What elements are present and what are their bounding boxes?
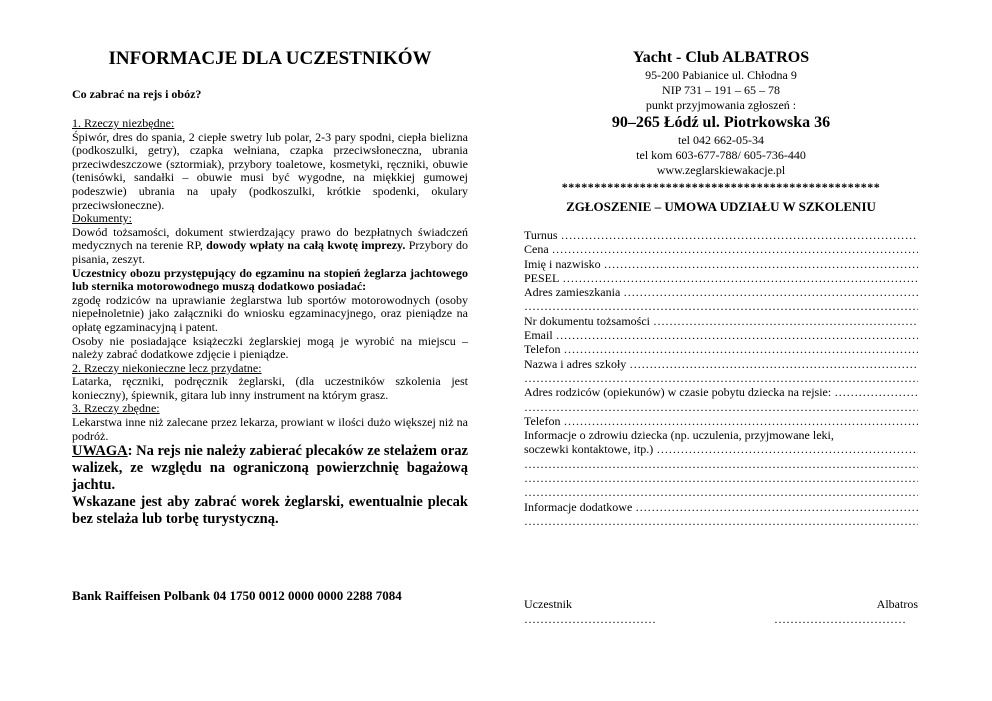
form-field-name[interactable]: Imię i nazwisko ………………………………………………………………………………………………………………………………………………… [524,257,918,271]
bank-account: Bank Raiffeisen Polbank 04 1750 0012 0000 0000 2288 7084 [72,588,402,603]
essentials-text: Śpiwór, dres do spania, 2 ciepłe swetry lub polar, 2-3 pary spodni, ciepła bielizna (podkoszulki, getry), czapka wełniana, czapka przeciwsłoneczna, ubrania przeciwdeszczowe (sztormiak), przybory toaletowe, kosmetyki, ręczniki, obuwie (tenisówki, sandałki – obuwie musi być wygodne, na miękkiej gumowej podeszwie) ubrania na upały (podkoszulki, krótkie spodenki, okulary przeciwsłoneczne). [72,129,468,212]
application-form [524,228,918,528]
application-point-label: punkt przyjmowania zgłoszeń : [645,98,797,112]
form-field-parents-address-cont[interactable] [524,400,918,414]
albatros-signature-label: Albatros [876,597,918,611]
form-title: ZGŁOSZENIE – UMOWA UDZIAŁU W SZKOLENIU [566,199,876,214]
useful-text: Latarka, ręczniki, podręcznik żeglarski, (dla uczestników szkolenia jest konieczny), śpiewnik, gitara lub inny instrument na którym grasz. [72,374,468,402]
form-field-health-cont-2[interactable] [524,471,918,485]
booklet-text: Osoby nie posiadające książeczki żeglarskiej mogą je wyrobić na miejscu – należy zabrać dodatkowe zdjęcie i pieniądze. [72,333,468,362]
advice-text: Wskazane jest aby zabrać worek żeglarski, ewentualnie plecak bez stelaża lub torbę turystyczną. [72,494,468,528]
star-divider: ************************************************* [561,180,881,194]
club-name: Yacht - Club ALBATROS [632,49,810,66]
form-field-school[interactable]: Nazwa i adres szkoły ………………………………………………………………………………………………………………………………………………… [524,357,918,371]
form-field-phone[interactable]: Telefon ………………………………………………………………………………………………………………………………………………… [524,342,918,356]
form-field-price[interactable]: Cena ………………………………………………………………………………………………………………………………………………… [524,242,918,256]
form-field-address-cont[interactable] [524,299,918,313]
form-field-additional-info-cont[interactable] [524,514,918,528]
documents-heading: Dokumenty: [72,211,132,226]
form-field-health-cont-3[interactable] [524,485,918,499]
form-field-turnus[interactable]: Turnus ………………………………………………………………………………………………………………………………………………… [524,228,918,242]
documents-text: Dowód tożsamości, dokument stwierdzający prawo do bezpłatnych świadczeń medycznych na terenie RP, dowody wpłaty na całą kwotę imprezy. Przybory do pisania, zeszyt. [72,224,468,266]
form-field-parents-address[interactable]: Adres rodziców (opiekunów) w czasie pobytu dziecka na rejsie: ………………………………………………………………………………………………………………………………………………… [524,385,918,399]
form-field-email[interactable]: Email ………………………………………………………………………………………………………………………………………………… [524,328,918,342]
application-point-address: 90–265 Łódź ul. Piotrkowska 36 [611,114,831,131]
participant-signature-line[interactable]: …………………………… [524,612,656,626]
section-heading-unneeded: 3. Rzeczy zbędne: [72,401,160,416]
form-field-additional-info[interactable]: Informacje dodatkowe ………………………………………………………………………………………………………………………………………………… [524,500,918,514]
exam-requirements-text: zgodę rodziców na uprawianie żeglarstwa lub sportów motorowodnych (osoby niepełnoletnie) jako załączniki do wniosku egzaminacyjnego, oraz pieniądze na opłatę egzaminacyjną i patent. [72,292,468,334]
club-phone: tel 042 662-05-34 [678,133,764,147]
participant-signature-label: Uczestnik [524,597,572,611]
signatures [524,597,918,627]
page-title: INFORMACJE DLA UCZESTNIKÓW [108,48,432,69]
form-field-parents-phone[interactable]: Telefon ………………………………………………………………………………………………………………………………………………… [524,414,918,428]
club-nip: NIP 731 – 191 – 65 – 78 [662,83,780,97]
form-field-health[interactable]: soczewki kontaktowe, itp.) ………………………………………………………………………………………………………………………………………………… [524,442,918,456]
form-field-id-number[interactable]: Nr dokumentu tożsamości ………………………………………………………………………………………………………………………………………………… [524,314,918,328]
club-address: 95-200 Pabianice ul. Chłodna 9 [645,68,797,82]
unneeded-text: Lekarstwa inne niż zalecane przez lekarza, prowiant w ilości dużo większej niż na podróż. [72,415,468,443]
club-website: www.zeglarskiewakacje.pl [656,163,786,177]
albatros-signature-line[interactable]: …………………………… [774,612,906,626]
form-field-address[interactable]: Adres zamieszkania ………………………………………………………………………………………………………………………………………………… [524,285,918,299]
section-heading-useful: 2. Rzeczy niekonieczne lecz przydatne: [72,360,262,375]
packing-info [72,117,468,528]
form-field-school-cont[interactable] [524,371,918,385]
form-field-health-cont-1[interactable] [524,457,918,471]
packing-question: Co zabrać na rejs i obóz? [72,87,202,101]
warning-text: UWAGA: Na rejs nie należy zabierać plecaków ze stelażem oraz walizek, ze względu na ograniczoną powierzchnię bagażową jachtu. [72,443,468,494]
club-mobile: tel kom 603-677-788/ 605-736-440 [636,148,806,162]
form-field-health-label: Informacje o zdrowiu dziecka (np. uczulenia, przyjmowane leki, [524,428,834,443]
club-header [524,48,918,194]
form-field-pesel[interactable]: PESEL ………………………………………………………………………………………………………………………………………………… [524,271,918,285]
exam-requirements-heading: Uczestnicy obozu przystępujący do egzaminu na stopień żeglarza jachtowego lub sternika motorowodnego muszą dodatkowo posiadać: [72,265,468,294]
section-heading-essentials: 1. Rzeczy niezbędne: [72,116,175,130]
